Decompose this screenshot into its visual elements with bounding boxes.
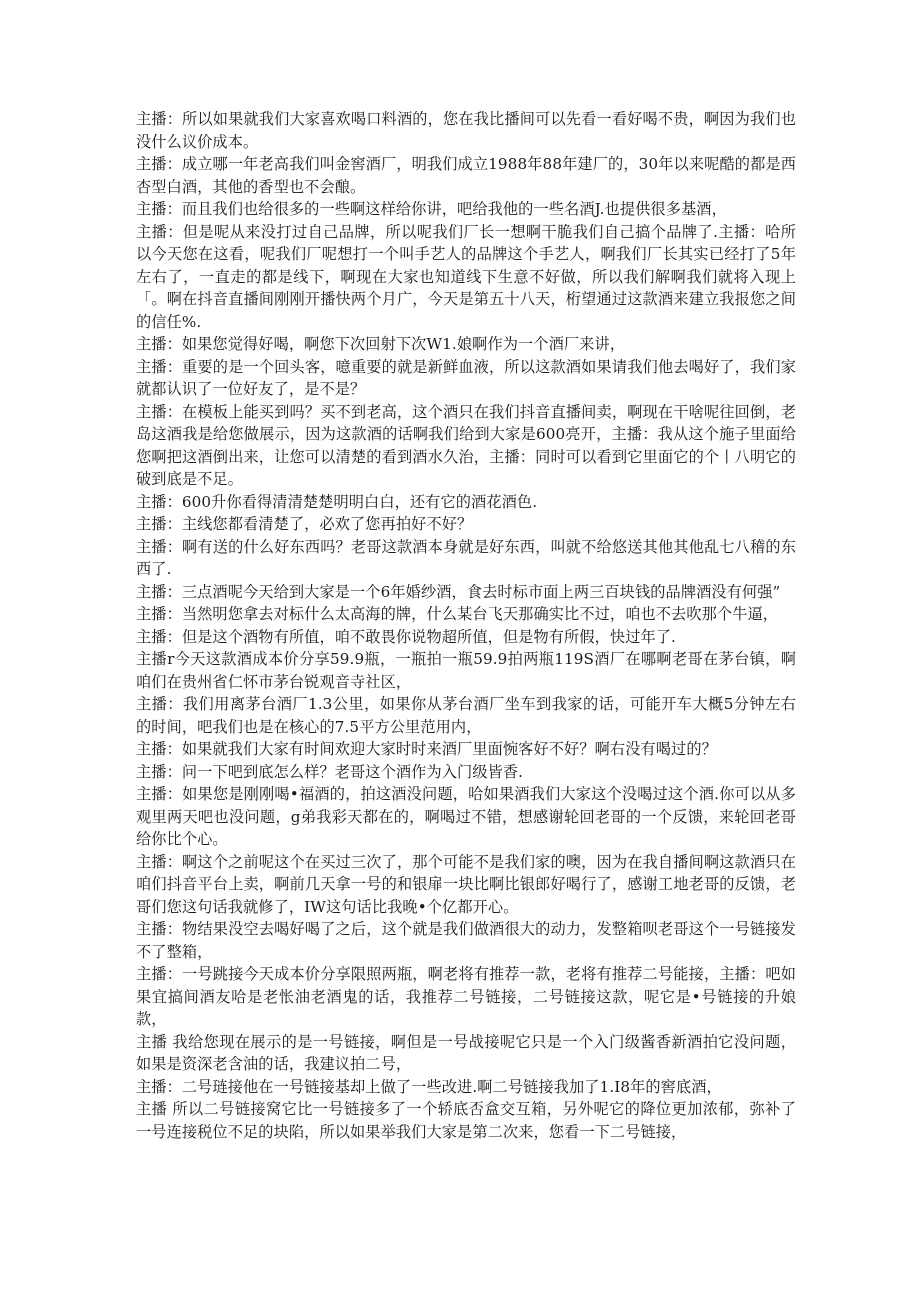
document-page bbox=[136, 108, 796, 1143]
transcript-paragraph-12: 主播：当然明您拿去对标什么太高海的牌，什么某台飞天那确实比不过，咱也不去吹那个牛逼， bbox=[136, 605, 779, 623]
transcript-paragraph-6: 主播：重要的是一个回头客，噫重要的就是新鲜血液，所以这款酒如果请我们他去喝好了，我们家就都认识了一位好友了，是不是？ bbox=[136, 357, 796, 398]
transcript-paragraph-8: 主播：600升你看得清清楚楚明明白白，还有它的酒花酒色. bbox=[136, 492, 538, 511]
transcript-paragraph-4: 主播：但是呢从来没打过自己品牌，所以呢我们厂长一想啊干脆我们自己搞个品牌了.主播：哈所以今天您在这看，呢我们厂呢想打一个叫手艺人的品牌这个手艺人，啊我们厂长其实已经打了5年左右了，一直走的都是线下，啊现在大家也知道线下生意不好做，所以我们解啊我们就将入现上「。啊在抖音直播间刚刚开播快两个月广，今天是第五十八天，桁望通过这款酒来建立我报您之间的信任%. bbox=[136, 222, 796, 331]
transcript-paragraph-1: 主播：所以如果就我们大家喜欢喝口料酒的，您在我比播间可以先看一看好喝不贵，啊因为我们也没什么议价成本。 bbox=[136, 110, 796, 151]
transcript-paragraph-10: 主播：啊有送的什么好东西吗？老哥这款酒本身就是好东西，叫就不给悠送其他其他乱七八稽的东西了. bbox=[136, 537, 796, 578]
transcript-paragraph-22: 主播 我给您现在展示的是一号链接，啊但是一号战接呢它只是一个入门级酱香新酒拍它没问题，如果是资深老含油的话，我建议拍二号， bbox=[136, 1032, 796, 1073]
transcript-paragraph-19: 主播：啊这个之前呢这个在买过三次了，那个可能不是我们家的噢，因为在我自播间啊这款酒只在咱们抖音平台上卖，啊前几天拿一号的和银扉一块比啊比银郎好喝行了，感谢工地老哥的反馈，老哥们您这句话我就修了，IW这句话比我晚•个亿都开心。 bbox=[136, 852, 796, 916]
transcript-paragraph-13: 主播：但是这个酒物有所值，咱不敢畏你说物超所值，但是物有所假，快过年了. bbox=[136, 627, 676, 646]
transcript-paragraph-3: 主播：而且我们也给很多的一些啊这样给你讲，吧给我他的一些名酒J.也提供很多基酒， bbox=[136, 200, 727, 218]
transcript-paragraph-14: 主播r今天这款酒成本价分享59.9瓶，一瓶拍一瓶59.9拍两瓶119S酒厂在哪啊老哥在茅台镇，啊咱们在贵州省仁怀市茅台锐观音寺社区， bbox=[136, 650, 796, 691]
transcript-paragraph-17: 主播：问一下吧到底怎么样？老哥这个酒作为入门级皆香. bbox=[136, 762, 524, 781]
transcript-paragraph-9: 主播：主线您都看清楚了，必欢了您再拍好不好？ bbox=[136, 515, 473, 533]
transcript-paragraph-7: 主播：在模板上能买到吗？买不到老高，这个酒只在我们抖音直播间卖，啊现在干啥呢往回倒，老岛这酒我是给您做展示，因为这款酒的话啊我们给到大家是600亮开，主播：我从这个施子里面给您啊把这酒倒出来，让您可以清楚的看到酒水久治，主播：同时可以看到它里面它的个丨八明它的破到底是不足。 bbox=[136, 402, 796, 488]
transcript-paragraph-20: 主播：物结果没空去喝好喝了之后，这个就是我们做酒很大的动力，发整箱呗老哥这个一号链接发不了整箱， bbox=[136, 920, 796, 961]
transcript-paragraph-15: 主播：我们用离茅台酒厂1.3公里，如果你从茅台酒厂坐车到我家的话，可能开车大概5分钟左右的时间，吧我们也是在核心的7.5平方公里范用内， bbox=[136, 695, 796, 736]
transcript-paragraph-11: 主播：三点酒呢今天给到大家是一个6年婚纱酒，食去时标市面上两三百块钱的品牌酒没有何强” bbox=[136, 582, 781, 601]
transcript-paragraph-24: 主播 所以二号链接窝它比一号链接多了一个轿底否盒交互箱，另外呢它的降位更加浓郁，弥补了一号连接税位不足的块陷，所以如果举我们大家是第二次来，您看一下二号链接， bbox=[136, 1100, 796, 1141]
transcript-paragraph-21: 主播：一号跳接今天成本价分享限照两瓶，啊老将有推荐一款，老将有推荐二号能接，主播：吧如果宜搞间酒友哈是老怅油老酒鬼的话，我推荐二号链接，二号链接这款，呢它是•号链接的升娘款， bbox=[136, 965, 796, 1028]
transcript-paragraph-16: 主播：如果就我们大家有时间欢迎大家时时来酒厂里面惋客好不好？啊右没有喝过的？ bbox=[136, 740, 717, 758]
transcript-paragraph-23: 主播：二号琏接他在一号链接基却上做了一些改进.啊二号链接我加了1.I8年的窖底酒， bbox=[136, 1077, 722, 1096]
transcript-paragraph-18: 主播：如果您是刚刚喝•福酒的，拍这酒没问题，哈如果酒我们大家这个没喝过这个酒.你可以从多观里两天吧也没问题，g弟我彩天都在的，啊喝过不错，想感谢轮回老哥的一个反馈，来轮回老哥给你比个心。 bbox=[136, 785, 796, 848]
transcript-paragraph-2: 主播：成立哪一年老高我们叫金窖酒厂，明我们成立1988年88年建厂的，30年以来呢酷的都是西杏型白酒，其他的香型也不会酿。 bbox=[136, 155, 796, 196]
transcript-paragraph-5: 主播：如果您觉得好喝，啊您下次回射下次W1.娘啊作为一个酒厂来讲， bbox=[136, 335, 626, 353]
